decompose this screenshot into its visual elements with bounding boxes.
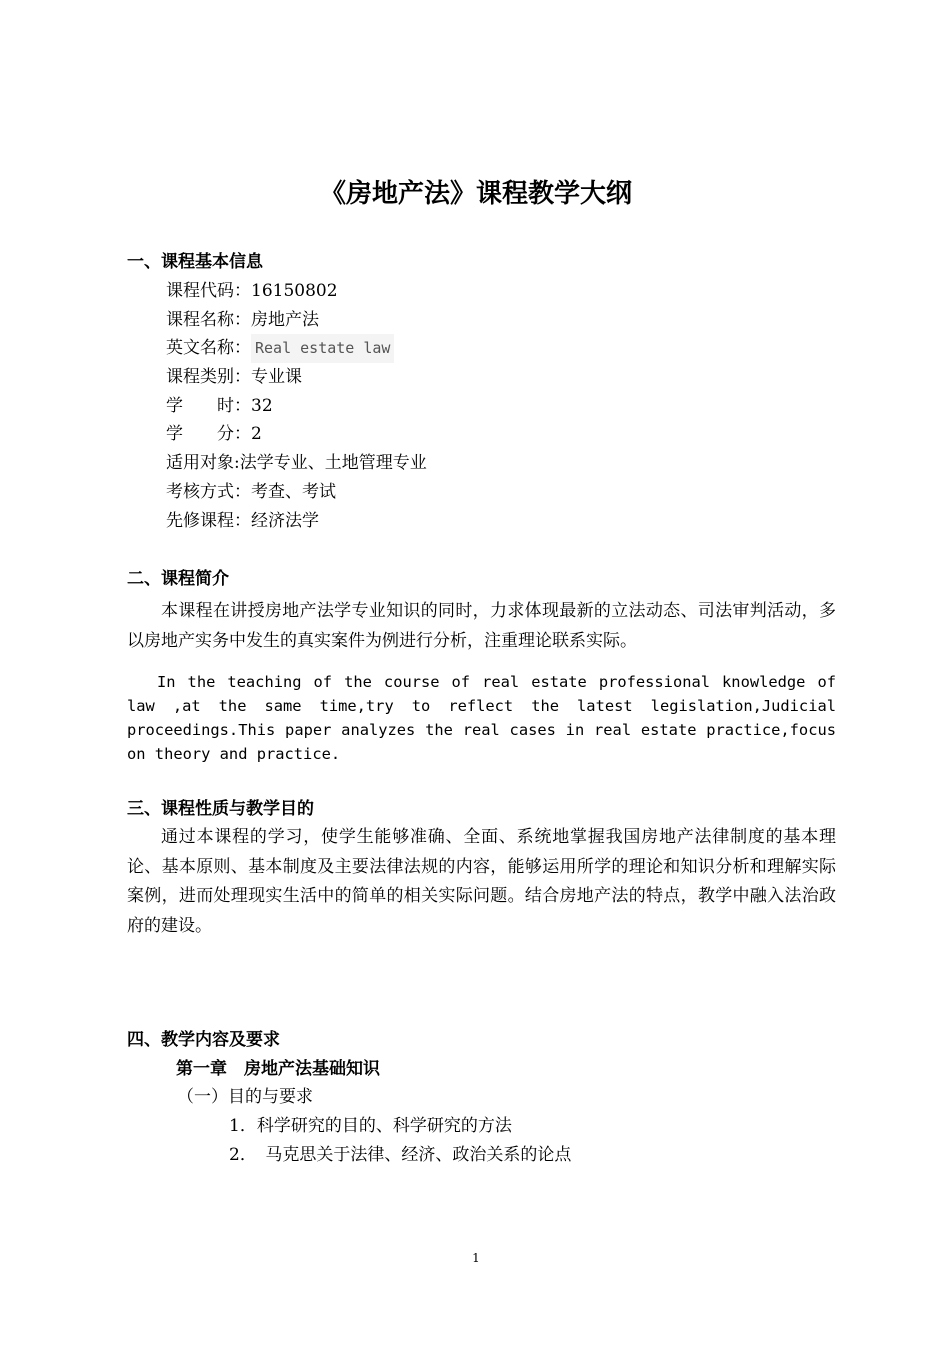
chapter-heading: 第一章 房地产法基础知识 (176, 1059, 380, 1079)
page-number: 1 (472, 1251, 480, 1265)
info-separator: ： (234, 395, 251, 416)
info-separator: : (234, 453, 240, 474)
info-row-target-students (166, 449, 427, 478)
info-row-course-code (166, 277, 427, 306)
info-label: 学 时 (166, 395, 234, 416)
info-value: 经济法学 (251, 510, 319, 531)
info-value: 2 (251, 424, 262, 445)
info-value: 专业课 (251, 367, 302, 388)
document-title: 《房地产法》课程教学大纲 (319, 179, 632, 209)
nature-purpose-paragraph: 通过本课程的学习，使学生能够准确、全面、系统地掌握我国房地产法律制度的基本理论、基本原则、基本制度及主要法律法规的内容，能够运用所学的理论和知识分析和理解实际案例，进而处理现实生活中的简单的相关实际问题。结合房地产法的特点，教学中融入法治政府的建设。 (127, 827, 836, 936)
section-heading-course-intro: 二、课程简介 (127, 569, 229, 589)
info-row-course-name (166, 306, 427, 335)
info-separator: ： (234, 481, 251, 502)
info-value: 16150802 (251, 281, 338, 301)
section-heading-nature-purpose: 三、课程性质与教学目的 (127, 799, 314, 819)
course-intro-english: In the teaching of the course of real estate professional knowledge of law ,at the same time,try to reflect the latest legislation,Judicial proceedings.This paper analyzes the real cases in real estate practice,focus on theory and practice. (127, 673, 836, 763)
info-separator: ： (234, 367, 251, 388)
info-row-assessment (166, 478, 427, 507)
section-heading-content-requirements: 四、教学内容及要求 (127, 1030, 280, 1050)
info-value: 考查、考试 (251, 481, 336, 502)
info-separator: ： (234, 510, 251, 531)
list-item: 2． 马克思关于法律、经济、政治关系的论点 (229, 1145, 572, 1165)
info-separator: ： (234, 424, 251, 445)
info-value: 房地产法 (251, 309, 319, 330)
info-label: 英文名称 (166, 338, 234, 359)
subheading-goals: （一）目的与要求 (177, 1087, 313, 1107)
info-row-credits (166, 420, 427, 449)
info-value: Real estate law (251, 334, 394, 363)
info-label: 课程类别 (166, 367, 234, 388)
info-row-hours (166, 392, 427, 421)
info-separator: ： (234, 309, 251, 330)
info-label: 考核方式 (166, 481, 234, 502)
info-separator: ： (234, 338, 251, 359)
info-value: 32 (251, 395, 273, 416)
info-value: 法学专业、土地管理专业 (239, 453, 427, 474)
section-heading-basic-info: 一、课程基本信息 (127, 252, 263, 272)
list-item: 1．科学研究的目的、科学研究的方法 (229, 1116, 512, 1136)
info-label: 适用对象 (166, 453, 234, 474)
info-label: 课程名称 (166, 309, 234, 330)
info-label: 学 分 (166, 424, 234, 445)
info-label: 课程代码 (166, 281, 234, 301)
info-row-course-type (166, 363, 427, 392)
course-intro-chinese: 本课程在讲授房地产法学专业知识的同时，力求体现最新的立法动态、司法审判活动，多以房地产实务中发生的真实案件为例进行分析，注重理论联系实际。 (127, 601, 836, 651)
info-row-prerequisite (166, 507, 427, 536)
info-separator: ： (234, 281, 251, 301)
info-label: 先修课程 (166, 510, 234, 531)
info-row-english-name (166, 334, 427, 363)
course-info-list (166, 277, 427, 535)
